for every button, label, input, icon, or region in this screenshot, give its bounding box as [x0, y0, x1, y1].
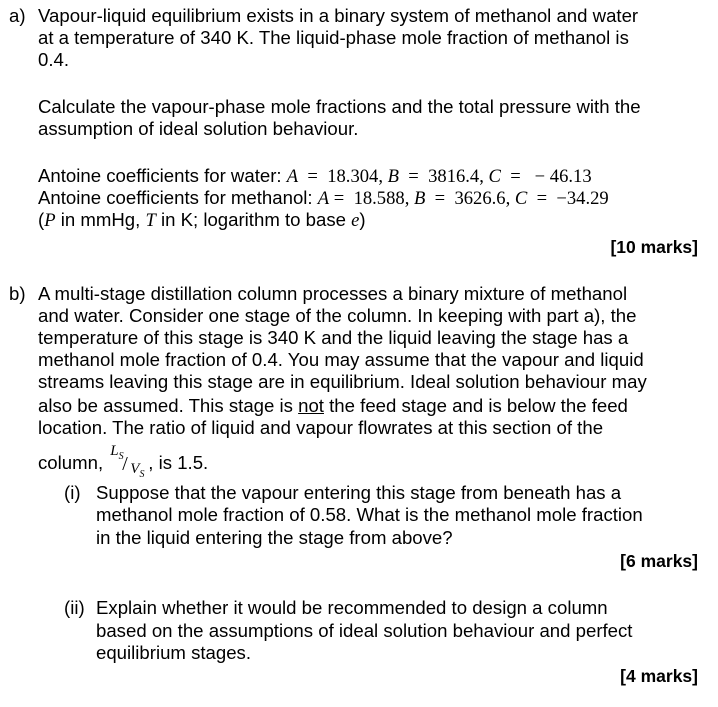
antoine-water-c: − 46.13	[534, 166, 592, 187]
sub-i-line-1: Suppose that the vapour entering this stage from beneath has a	[96, 482, 622, 503]
sub-i-line-2: methanol mole fraction of 0.58. What is the methanol mole fraction	[96, 504, 643, 525]
sub-ii-label: (ii)	[64, 597, 85, 618]
units-note-t: T	[145, 210, 156, 231]
sub-i-marks: [6 marks]	[620, 551, 698, 571]
sub-ii-marks: [4 marks]	[620, 666, 698, 686]
part-b-intro-line-7: location. The ratio of liquid and vapour flowrates at this section of the	[38, 417, 604, 438]
units-note-e: e	[351, 210, 360, 231]
sub-i-line-3: in the liquid entering the stage from above?	[96, 527, 453, 548]
antoine-water-a: 18.304	[327, 166, 379, 187]
antoine-water-line: Antoine coefficients for water: A = 18.304, B = 3816.4, C = − 46.13	[38, 165, 592, 187]
part-a-intro-line-3: 0.4.	[38, 49, 70, 70]
part-a-intro-line-1: Vapour-liquid equilibrium exists in a binary system of methanol and water	[38, 5, 639, 26]
part-b-intro-line-8	[38, 443, 209, 480]
part-b-intro-line-6-a: also be assumed. This stage is	[38, 395, 299, 416]
part-a-task-line-2: assumption of ideal solution behaviour.	[38, 118, 359, 139]
emphasis-not: not	[298, 395, 324, 416]
antoine-methanol-line: Antoine coefficients for methanol: A = 18.588, B = 3626.6, C = −34.29	[38, 187, 609, 209]
flow-ratio-numerator: $L_S$	[110, 443, 124, 462]
part-b-intro-line-4: methanol mole fraction of 0.4. You may assume that the vapour and liquid	[38, 349, 644, 370]
part-a-task-line-1: Calculate the vapour-phase mole fractions and the total pressure with the	[38, 96, 641, 117]
column-text: column,	[38, 452, 109, 473]
part-b-intro-line-2: and water. Consider one stage of the column. In keeping with part a), the	[38, 305, 637, 326]
sub-ii-line-1: Explain whether it would be recommended to design a column	[96, 597, 608, 618]
part-b-intro-line-5: streams leaving this stage are in equilibrium. Ideal solution behaviour may	[38, 371, 647, 392]
sub-ii-line-2: based on the assumptions of ideal solution behaviour and perfect	[96, 620, 633, 641]
antoine-water-b: 3816.4	[428, 166, 480, 187]
flow-ratio-fraction	[108, 443, 148, 480]
part-a-label: a)	[9, 5, 26, 26]
fraction-slash: /	[122, 453, 128, 475]
antoine-methanol-prefix: Antoine coefficients for methanol:	[38, 187, 318, 208]
flow-ratio-denominator: $V_S$	[130, 461, 145, 480]
antoine-methanol-b: 3626.6	[454, 188, 506, 209]
part-b-intro-line-6-b: the feed stage and is below the feed	[323, 395, 628, 416]
units-note-p: P	[44, 210, 56, 231]
part-a-marks: [10 marks]	[610, 237, 698, 257]
part-b-intro-line-1: A multi-stage distillation column processes a binary mixture of methanol	[38, 283, 628, 304]
ratio-value-text: , is 1.5.	[148, 452, 209, 473]
units-note-t-text: in K; logarithm to base	[155, 209, 352, 230]
antoine-methanol-a: 18.588	[353, 188, 405, 209]
antoine-water-prefix: Antoine coefficients for water:	[38, 165, 287, 186]
units-note-p-text: in mmHg,	[55, 209, 146, 230]
part-b-label: b)	[9, 283, 26, 304]
part-b-intro-line-6	[38, 395, 628, 417]
sub-i-label: (i)	[64, 482, 81, 503]
part-a-intro-line-2: at a temperature of 340 K. The liquid-phase mole fraction of methanol is	[38, 27, 629, 48]
sub-ii-line-3: equilibrium stages.	[96, 642, 252, 663]
units-note-line: (P in mmHg, T in K; logarithm to base e)	[38, 209, 366, 231]
antoine-methanol-c: −34.29	[556, 188, 609, 209]
part-b-intro-line-3: temperature of this stage is 340 K and the liquid leaving the stage has a	[38, 327, 629, 348]
